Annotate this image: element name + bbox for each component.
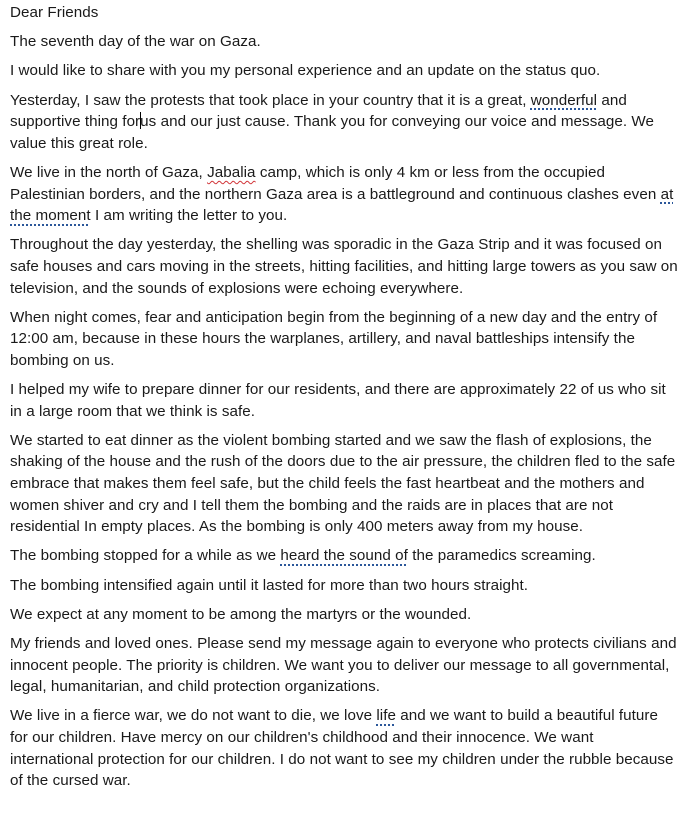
paragraph-12-text: My friends and loved ones. Please send my message again to everyone who protects civilians and innocent people. The priority is children. We want you to deliver our message to all governmental, legal, humanitarian, and child protection organizations.: [10, 634, 677, 696]
paragraph-7-text: I helped my wife to prepare dinner for our residents, and there are approximately 22 of us who sit in a large room that we think is safe.: [10, 381, 666, 420]
paragraph-4-text-a: We live in the north of Gaza,: [10, 163, 208, 181]
paragraph-13-text-a: We live in a fierce war, we do not want to die, we love: [10, 707, 377, 725]
paragraph-9-text-a: The bombing stopped for a while as we: [10, 547, 281, 565]
paragraph-3: [10, 90, 678, 155]
grammar-suggestion[interactable]: at the moment: [10, 185, 674, 225]
paragraph-7: [10, 379, 678, 422]
paragraph-9: [10, 545, 678, 567]
paragraph-12: [10, 633, 678, 698]
grammar-suggestion[interactable]: life: [376, 707, 396, 725]
paragraph-6-text: When night comes, fear and anticipation begin from the beginning of a new day and the entry of 12:00 am, because in these hours the warplanes, artillery, and naval battleships intensify the bombing on us.: [10, 308, 658, 369]
grammar-suggestion[interactable]: wonderful: [530, 91, 598, 109]
paragraph-11-text: We expect at any moment to be among the martyrs or the wounded.: [10, 605, 472, 623]
paragraph-5: [10, 234, 678, 299]
paragraph-10-text: The bombing intensified again until it lasted for more than two hours straight.: [10, 576, 529, 594]
paragraph-2-text: I would like to share with you my personal experience and an update on the status quo.: [10, 62, 601, 80]
paragraph-6: [10, 307, 678, 372]
paragraph-4: [10, 162, 678, 227]
paragraph-4-text-e: I am writing the letter to you.: [90, 207, 288, 225]
document-body[interactable]: [10, 2, 678, 799]
paragraph-10: [10, 575, 678, 597]
greeting-text: Dear Friends: [10, 4, 99, 21]
paragraph-11: [10, 604, 678, 626]
paragraph-3-text-c: and supportive thing for: [10, 91, 627, 131]
spelling-error[interactable]: Jabalia: [207, 163, 256, 181]
grammar-suggestion[interactable]: heard the sound of: [280, 547, 408, 565]
paragraph-1-text: The seventh day of the war on Gaza.: [10, 33, 261, 51]
paragraph-1: [10, 31, 678, 53]
paragraph-3-text-a: Yesterday, I saw the protests that took place in your country that it is a great,: [10, 91, 531, 109]
paragraph-4-text-c: camp, which is only 4 km or less from the occupied Palestinian borders, and the northern Gaza area is a battleground and continuous clashes even: [10, 163, 661, 203]
greeting: [10, 2, 678, 24]
paragraph-5-text: Throughout the day yesterday, the shelling was sporadic in the Gaza Strip and it was focused on safe houses and cars moving in the streets, hitting facilities, and hitting large towers as you saw on television, and the sounds of explosions were echoing everywhere.: [10, 236, 678, 297]
paragraph-9-text-c: the paramedics screaming.: [407, 547, 596, 565]
paragraph-13: [10, 705, 678, 791]
paragraph-3-text-d: us and our just cause. Thank you for conveying our voice and message. We value this great role.: [10, 113, 654, 152]
paragraph-2: [10, 60, 678, 82]
paragraph-13-text-c: and we want to build a beautiful future for our children. Have mercy on our children's childhood and their innocence. We want international protection for our children. I do not want to see my children under the rubble because of the cursed war.: [10, 707, 674, 790]
paragraph-8: [10, 430, 678, 538]
paragraph-8-text: We started to eat dinner as the violent bombing started and we saw the flash of explosions, the shaking of the house and the rush of the doors due to the air pressure, the children fled to the safe embrace that makes them feel safe, but the child feels the fast heartbeat and the mothers and women shiver and cry and I tell them the bombing and the raids are in places that are not residential In empty places. As the bombing is only 400 meters away from my house.: [10, 431, 676, 536]
